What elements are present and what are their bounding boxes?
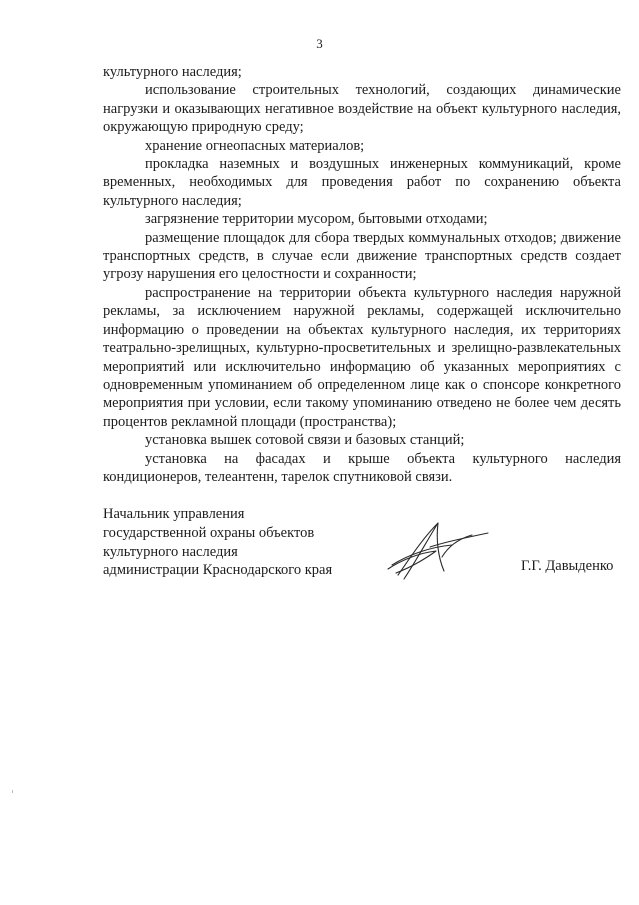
position-line: администрации Краснодарского края <box>103 562 333 579</box>
document-body <box>103 63 621 486</box>
signatory-name: Г.Г. Давыденко <box>521 558 614 574</box>
page-number: 3 <box>316 36 323 51</box>
signatory-position <box>103 505 332 580</box>
position-line: культурного наследия <box>103 543 238 560</box>
paragraph-facade-equipment: установка на фасадах и крыше объекта культурного наследия кондиционеров, телеантенн, тарелок спутниковой связи. <box>103 450 621 485</box>
handwritten-signature <box>378 517 508 587</box>
paragraph-cell-towers: установка вышек сотовой связи и базовых станций; <box>145 432 465 449</box>
paragraph-flammable-storage: хранение огнеопасных материалов; <box>145 137 365 154</box>
paragraph-pollution: загрязнение территории мусором, бытовыми отходами; <box>145 211 488 228</box>
paragraph-continuation: культурного наследия; <box>103 64 242 80</box>
paragraph-advertising: распространение на территории объекта культурного наследия наружной рекламы, за исключением наружной рекламы, содержащей исключительно информацию о проведении на объектах культурного наследия, их территориях театрально-зрелищных, культурно-просветительных и зрелищно-развлекательных мероприятий или исключительно информацию об указанных мероприятиях с одновременным упоминанием об определенном лице как о спонсоре конкретного мероприятия при условии, если такому упоминанию отведено не более чем десять процентов рекламной площади (пространства); <box>103 284 621 430</box>
position-line: государственной охраны объектов <box>103 524 315 541</box>
scan-artifact <box>12 790 13 793</box>
paragraph-construction-technologies: использование строительных технологий, создающих динамические нагрузки и оказывающих негативное воздействие на объект культурного наследия, окружающую природную среду; <box>103 82 621 136</box>
paragraph-waste-sites: размещение площадок для сбора твердых коммунальных отходов; движение транспортных средств, в случае если движение транспортных средств создает угрозу нарушения его целостности и сохранности; <box>103 229 621 283</box>
position-line: Начальник управления <box>103 506 245 522</box>
paragraph-utilities: прокладка наземных и воздушных инженерных коммуникаций, кроме временных, необходимых для проведения работ по сохранению объекта культурного наследия; <box>103 156 621 209</box>
